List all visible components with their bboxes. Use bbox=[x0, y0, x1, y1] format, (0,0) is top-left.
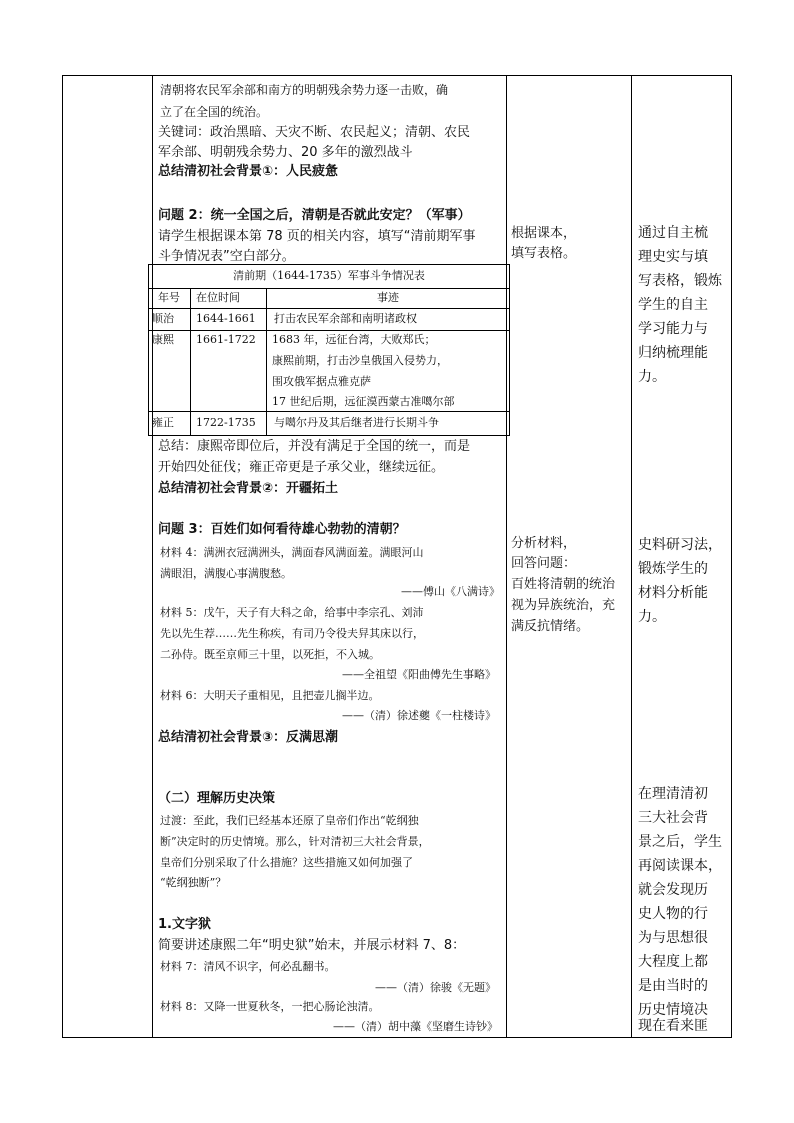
war-table-event: 围攻俄军据点雅克萨 bbox=[272, 375, 371, 388]
war-table-col-rule bbox=[266, 288, 267, 436]
material-line: 先以先生荐……先生称疾，有司乃令役夫舁其床以行， bbox=[160, 627, 424, 640]
war-table-title: 清前期（1644-1735）军事斗争情况表 bbox=[233, 269, 425, 282]
material-line: 材料 8：又降一世夏秋冬，一把心肠论浊清。 bbox=[160, 1000, 380, 1013]
war-table-period: 1644-1661 bbox=[196, 312, 256, 325]
transition-line: “乾纲独断”？ bbox=[160, 876, 227, 889]
material-source: ——（清）徐述夔《一柱楼诗》 bbox=[342, 709, 496, 722]
war-table-header: 年号 bbox=[158, 291, 180, 304]
material-line: 材料 4：满洲衣冠满洲头，满面春风满面羞。满眼河山 bbox=[160, 546, 424, 559]
question-heading: 问题 2：统一全国之后，清朝是否就此安定？（军事） bbox=[158, 208, 471, 223]
war-table-era: 康熙 bbox=[152, 333, 174, 346]
goal-line: 学习能力与 bbox=[638, 321, 708, 337]
subsection-heading: 1.文字狱 bbox=[158, 917, 211, 932]
goal-line: 大程度上都 bbox=[638, 954, 708, 970]
goal-line: 景之后，学生 bbox=[638, 834, 722, 850]
goal-line: 材料分析能 bbox=[638, 585, 708, 601]
summary-heading: 总结清初社会背景③：反满思潮 bbox=[158, 730, 339, 745]
goal-line: 理史实与填 bbox=[638, 249, 708, 265]
summary-line: 开始四处征伐；雍正帝更是子承父业，继续远征。 bbox=[158, 460, 445, 475]
war-table-era: 顺治 bbox=[152, 312, 174, 325]
war-table-period: 1722-1735 bbox=[196, 416, 256, 429]
material-line: 满眼泪，满腹心事满腹愁。 bbox=[160, 567, 292, 580]
material-line: 材料 6：大明天子重相见，且把壶儿搁半边。 bbox=[160, 689, 380, 702]
keywords-line: 军余部、明朝残余势力、20 多年的激烈战斗 bbox=[158, 145, 413, 160]
war-table-event: 康熙前期，打击沙皇俄国入侵势力， bbox=[272, 354, 448, 367]
war-table-header: 在位时间 bbox=[196, 291, 240, 304]
goal-line: 力。 bbox=[638, 609, 666, 625]
summary-heading: 总结清初社会背景①：人民疲惫 bbox=[158, 164, 339, 179]
material-source: ——（清）胡中藻《坚磨生诗钞》 bbox=[333, 1020, 498, 1033]
war-table-rule bbox=[148, 288, 510, 289]
activity-line: 回答问题： bbox=[511, 556, 577, 571]
war-table-event: 17 世纪后期，远征漠西蒙古准噶尔部 bbox=[272, 395, 455, 408]
goal-line: 就会发现历 bbox=[638, 882, 708, 898]
question-desc-line: 请学生根据课本第 78 页的相关内容，填写“清前期军事 bbox=[158, 229, 476, 244]
transition-line: 皇帝们分别采取了什么措施？这些措施又如何加强了 bbox=[160, 856, 413, 869]
goal-line: 历史情境决 bbox=[638, 1002, 708, 1018]
transition-line: 断”决定时的历史情境。那么，针对清初三大社会背景， bbox=[160, 835, 430, 848]
material-source: ——全祖望《阳曲傅先生事略》 bbox=[342, 668, 496, 681]
material-source: ——（清）徐骏《无题》 bbox=[375, 981, 496, 994]
question-desc-line: 斗争情况表”空白部分。 bbox=[158, 249, 295, 264]
war-table-rule bbox=[148, 330, 510, 331]
goal-line: 为与思想很 bbox=[638, 930, 708, 946]
war-table-event: 打击农民军余部和南明诸政权 bbox=[274, 312, 417, 325]
goal-line: 通过自主梳 bbox=[638, 225, 708, 241]
goal-line: 力。 bbox=[638, 369, 666, 385]
activity-line: 百姓将清朝的统治 bbox=[511, 577, 616, 592]
activity-line: 视为异族统治，充 bbox=[511, 598, 616, 613]
war-table-period: 1661-1722 bbox=[196, 333, 256, 346]
goal-line: 学生的自主 bbox=[638, 297, 708, 313]
paragraph-line: 清朝将农民军余部和南方的明朝残余势力逐一击败，确 bbox=[160, 83, 449, 97]
material-line: 二孙侍。既至京师三十里，以死拒，不入城。 bbox=[160, 648, 380, 661]
war-table-rule bbox=[148, 411, 510, 412]
goal-line: 三大社会背 bbox=[638, 810, 708, 826]
activity-line: 分析材料， bbox=[511, 536, 577, 551]
war-table-col-rule bbox=[190, 288, 191, 436]
goal-line: 是由当时的 bbox=[638, 978, 708, 994]
war-table-header: 事迹 bbox=[377, 291, 399, 304]
transition-line: 过渡：至此，我们已经基本还原了皇帝们作出“乾纲独 bbox=[160, 814, 419, 827]
question-heading: 问题 3：百姓们如何看待雄心勃勃的清朝？ bbox=[158, 522, 406, 537]
activity-line: 满反抗情绪。 bbox=[511, 619, 590, 634]
summary-heading: 总结清初社会背景②：开疆拓土 bbox=[158, 481, 339, 496]
section-heading: （二）理解历史决策 bbox=[158, 791, 276, 806]
war-table-era: 雍正 bbox=[152, 416, 174, 429]
keywords-line: 关键词：政治黑暗、天灾不断、农民起义；清朝、农民 bbox=[158, 125, 471, 140]
goal-line: 史料研习法， bbox=[638, 537, 722, 553]
material-line: 材料 7：清风不识字，何必乱翻书。 bbox=[160, 960, 336, 973]
goal-line: 写表格，锻炼 bbox=[638, 273, 722, 289]
goal-line: 在理清清初 bbox=[638, 786, 708, 802]
activity-line: 填写表格。 bbox=[511, 246, 577, 261]
goal-line: 锻炼学生的 bbox=[638, 561, 708, 577]
goal-line: 再阅读课本， bbox=[638, 858, 722, 874]
war-table-event: 与噶尔丹及其后继者进行长期斗争 bbox=[274, 416, 439, 429]
paragraph-line: 立了在全国的统治。 bbox=[160, 105, 269, 119]
goal-line: 归纳梳理能 bbox=[638, 345, 708, 361]
column-divider-3 bbox=[631, 75, 632, 1038]
activity-line: 根据课本， bbox=[511, 226, 577, 241]
material-line: 材料 5：戊午，天子有大科之命，给事中李宗孔、刘沛 bbox=[160, 606, 424, 619]
column-divider-1 bbox=[152, 75, 153, 1038]
subsection-desc: 简要讲述康熙二年“明史狱”始末，并展示材料 7、8： bbox=[158, 938, 466, 953]
war-table-rule bbox=[148, 308, 510, 309]
material-source: ——傅山《八满诗》 bbox=[401, 585, 500, 598]
goal-line: 史人物的行 bbox=[638, 906, 708, 922]
war-table-event: 1683 年，远征台湾，大败郑氏； bbox=[272, 333, 436, 346]
column-divider-2 bbox=[506, 75, 507, 1038]
goal-line: 现在看来匪 bbox=[638, 1018, 708, 1034]
summary-line: 总结：康熙帝即位后，并没有满足于全国的统一，而是 bbox=[158, 439, 471, 454]
